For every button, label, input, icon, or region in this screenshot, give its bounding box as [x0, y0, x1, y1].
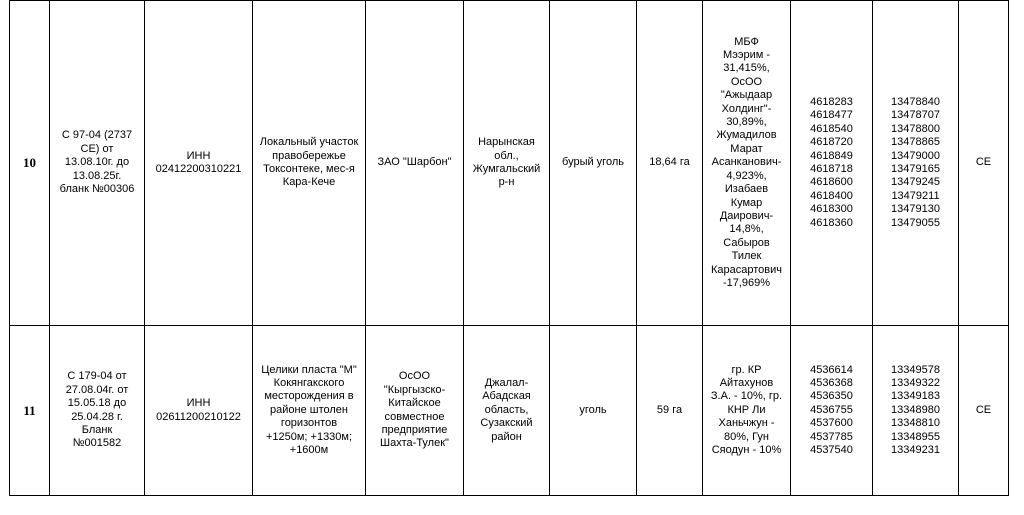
row-number: 10: [10, 1, 50, 326]
site-cell: Локальный участок правобережье Токсонтеке, мес-я Кара-Кече: [253, 1, 366, 326]
code-cell: СЕ: [959, 1, 1009, 326]
license-table: [9, 0, 1009, 496]
inn-cell: ИНН 02412200310221: [145, 1, 253, 326]
row-number: 11: [10, 326, 50, 496]
location-cell: Джалал- Абадская область, Сузакский район: [464, 326, 550, 496]
site-cell: Целики пласта "М" Кокянгакского месторождения в районе штолен горизонтов +1250м; +1330м; +1600м: [253, 326, 366, 496]
table-row: [10, 1, 1009, 326]
license-cell: С 97-04 (2737 СЕ) от 13.08.10г. до 13.08.25г. бланк №00306: [50, 1, 145, 326]
location-cell: Нарынская обл., Жумгальский р-н: [464, 1, 550, 326]
code-cell: СЕ: [959, 326, 1009, 496]
mineral-cell: бурый уголь: [550, 1, 637, 326]
company-cell: ОсОО "Кыргызско- Китайское совместное предприятие Шахта-Тулек": [366, 326, 464, 496]
mineral-cell: уголь: [550, 326, 637, 496]
company-cell: ЗАО "Шарбон": [366, 1, 464, 326]
coords-y-cell: 13478840 13478707 13478800 13478865 13479000 13479165 13479245 13479211 13479130 13479055: [873, 1, 959, 326]
area-cell: 59 га: [637, 326, 703, 496]
coords-x-cell: 4618283 4618477 4618540 4618720 4618849 4618718 4618600 4618400 4618300 4618360: [791, 1, 873, 326]
owners-cell: гр. КР Айтахунов З.А. - 10%, гр. КНР Ли Ханьчжун - 80%, Гун Сяодун - 10%: [703, 326, 791, 496]
coords-y-cell: 13349578 13349322 13349183 13348980 13348810 13348955 13349231: [873, 326, 959, 496]
coords-x-cell: 4536614 4536368 4536350 4536755 4537600 4537785 4537540: [791, 326, 873, 496]
license-cell: С 179-04 от 27.08.04г. от 15.05.18 до 25.04.28 г. Бланк №001582: [50, 326, 145, 496]
inn-cell: ИНН 02611200210122: [145, 326, 253, 496]
area-cell: 18,64 га: [637, 1, 703, 326]
table-row: [10, 326, 1009, 496]
owners-cell: МБФ Мээрим - 31,415%, ОсОО "Ажыдаар Холдинг"- 30,89%, Жумадилов Марат Асанканович- 4,923%, Изабаев Кумар Даирович- 14,8%, Сабыров Тилек Карасартович -17,969%: [703, 1, 791, 326]
